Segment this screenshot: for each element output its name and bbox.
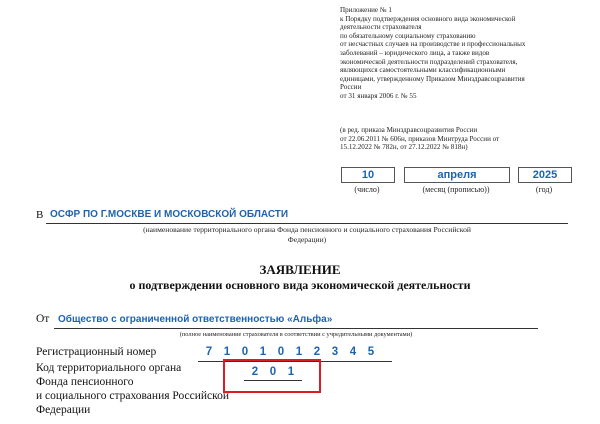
from-underline (54, 328, 538, 329)
registration-digit: 5 (367, 346, 375, 358)
from-caption: (полное наименование страхователя в соответствии с учредительными документами) (179, 331, 413, 338)
recipient-prefix: В (36, 209, 44, 221)
recipient-underline (46, 223, 568, 224)
registration-digit: 0 (241, 346, 249, 358)
document-subtitle: о подтверждении основного вида экономической деятельности (129, 278, 471, 292)
recipient-caption-line: Федерации) (287, 235, 327, 244)
appendix-line: являющихся самостоятельными классификационными (340, 66, 506, 75)
appendix-line: по обязательному социальному страхованию (340, 31, 476, 40)
registration-number-field[interactable] (200, 346, 380, 358)
edition-note (340, 126, 590, 152)
appendix-line: заболеваний – юридического лица, а также видов (340, 48, 490, 57)
recipient-field[interactable]: ОСФР ПО Г.МОСКВЕ И МОСКОВСКОЙ ОБЛАСТИ (50, 209, 289, 220)
registration-digit: 4 (349, 346, 357, 358)
date-day-field[interactable]: 10 (341, 167, 395, 183)
appendix-header (340, 6, 590, 101)
date-month-field[interactable]: апреля (404, 167, 510, 183)
edition-line: от 22.06.2011 № 606н, приказов Минтруда России от (340, 134, 500, 143)
appendix-line: от 31 января 2006 г. № 55 (340, 91, 417, 100)
appendix-line: к Порядку подтверждения основного вида экономической (340, 14, 516, 23)
edition-line: (в ред. приказа Минздравсоцразвития России (340, 126, 478, 134)
territorial-code-digit: 0 (269, 366, 277, 378)
from-field[interactable]: Общество с ограниченной ответственностью «Альфа» (58, 314, 333, 325)
appendix-line: единицами, утвержденному Приказом Минздравсоцразвития (340, 74, 525, 83)
date-year-caption: (год) (535, 185, 553, 194)
date-month-caption: (месяц (прописью)) (422, 185, 490, 194)
registration-digit: 7 (205, 346, 213, 358)
recipient-caption (46, 225, 568, 245)
territorial-code-digit: 2 (251, 366, 259, 378)
document-title: ЗАЯВЛЕНИЕ (259, 262, 341, 277)
registration-label: Регистрационный номер (36, 346, 157, 358)
registration-digit: 2 (313, 346, 321, 358)
territorial-code-digit: 1 (287, 366, 295, 378)
territorial-code-label-line: Федерации (36, 404, 91, 416)
registration-digit: 1 (259, 346, 267, 358)
recipient-caption-line: (наименование территориального органа Фонда пенсионного и социального страхования Российской (143, 225, 471, 234)
territorial-code-label-line: Код территориального органа (36, 362, 182, 374)
registration-digit: 3 (331, 346, 339, 358)
appendix-line: Приложение № 1 (340, 6, 392, 14)
date-day-caption: (число) (354, 185, 380, 194)
edition-line: 15.12.2022 № 782н, от 27.12.2022 № 818н) (340, 143, 468, 152)
highlight-box (223, 359, 321, 393)
registration-digit: 0 (277, 346, 285, 358)
appendix-line: от несчастных случаев на производстве и профессиональных (340, 40, 526, 49)
appendix-line: России (340, 83, 362, 92)
territorial-code-label (36, 361, 229, 417)
registration-digit: 1 (223, 346, 231, 358)
from-prefix: От (36, 313, 50, 325)
territorial-code-label-line: Фонда пенсионного (36, 376, 134, 388)
registration-digit: 1 (295, 346, 303, 358)
territorial-code-label-line: и социального страхования Российской (36, 390, 230, 402)
appendix-line: экономической деятельности подразделений страхователя, (340, 57, 518, 66)
date-year-field[interactable]: 2025 (518, 167, 572, 183)
appendix-line: деятельности страхователя (340, 23, 422, 32)
